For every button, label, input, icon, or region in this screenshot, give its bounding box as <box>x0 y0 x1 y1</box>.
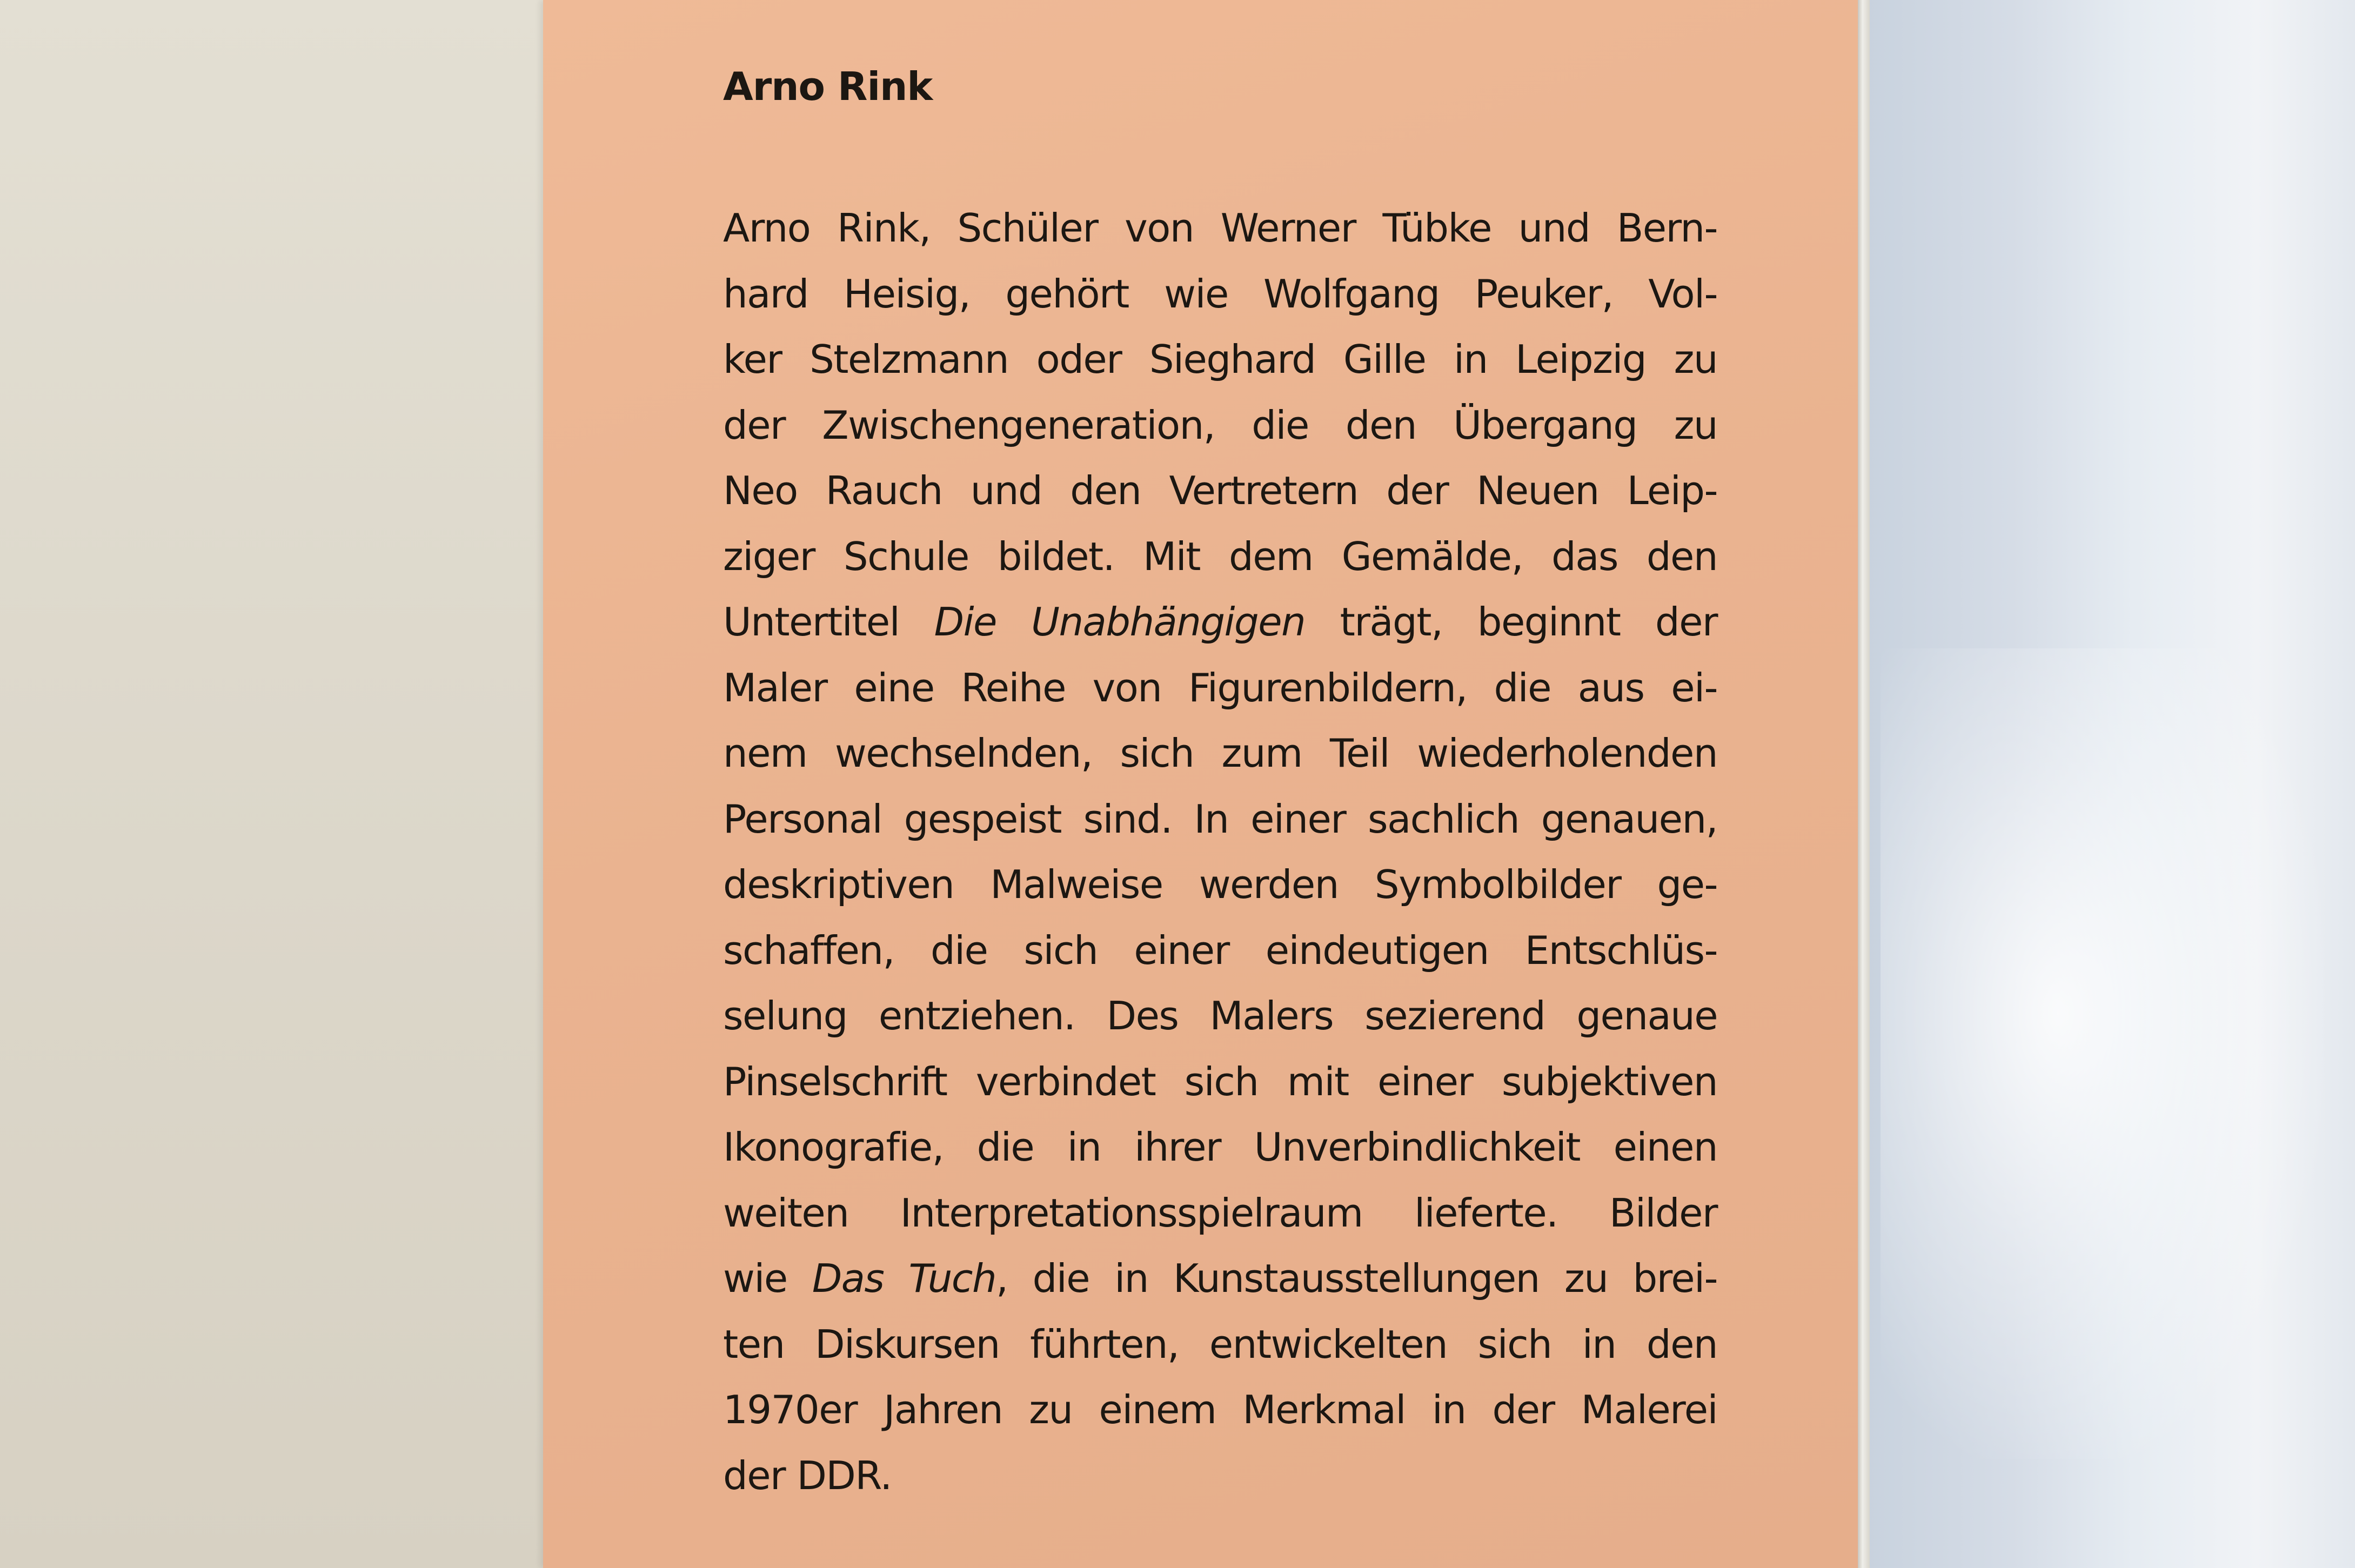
artwork-title: Die Unabhängigen <box>934 599 1306 645</box>
body-line-text: , die in Kunstausstellungen zu brei- <box>996 1256 1717 1301</box>
panel-title: Arno Rink <box>723 64 933 109</box>
body-line-text: trägt, beginnt der <box>1305 599 1717 645</box>
body-line: ziger Schule bildet. Mit dem Gemälde, das den <box>723 533 1717 579</box>
body-line: ker Stelzmann oder Sieghard Gille in Leipzig zu <box>723 337 1717 382</box>
body-line: Arno Rink, Schüler von Werner Tübke und Bern- <box>723 205 1717 251</box>
panel-edge <box>1858 0 1870 1568</box>
body-line: weiten Interpretationsspielraum lieferte. Bilder <box>723 1190 1717 1236</box>
body-line: der DDR. <box>723 1452 892 1498</box>
wall-left-section <box>0 0 543 1568</box>
body-line: schaffen, die sich einer eindeutigen Entschlüs- <box>723 927 1717 973</box>
body-line: Maler eine Reihe von Figurenbildern, die aus ei- <box>723 665 1717 711</box>
body-line: hard Heisig, gehört wie Wolfgang Peuker, Vol- <box>723 271 1717 317</box>
light-reflection <box>1881 648 2324 1459</box>
body-line: nem wechselnden, sich zum Teil wiederholenden <box>723 731 1717 776</box>
body-line: ten Diskursen führten, entwickelten sich in den <box>723 1321 1717 1367</box>
body-line: Neo Rauch und den Vertretern der Neuen Leip- <box>723 468 1717 513</box>
body-line: der Zwischengeneration, die den Übergang zu <box>723 402 1717 448</box>
body-line <box>723 589 1717 655</box>
artwork-title: Das Tuch <box>812 1256 996 1301</box>
body-line: selung entziehen. Des Malers sezierend genaue <box>723 993 1717 1038</box>
body-line: deskriptiven Malweise werden Symbolbilder ge- <box>723 862 1717 907</box>
body-line: 1970er Jahren zu einem Merkmal in der Malerei <box>723 1387 1717 1432</box>
body-line: Personal gespeist sind. In einer sachlich genauen, <box>723 796 1717 842</box>
body-line-text: wie <box>723 1256 812 1301</box>
panel-body-text <box>723 196 1717 1509</box>
body-line: Ikonografie, die in ihrer Unverbindlichkeit einen <box>723 1124 1717 1170</box>
body-line-text: Untertitel <box>723 599 934 645</box>
body-line <box>723 1246 1717 1312</box>
body-line: Pinselschrift verbindet sich mit einer subjektiven <box>723 1058 1717 1104</box>
